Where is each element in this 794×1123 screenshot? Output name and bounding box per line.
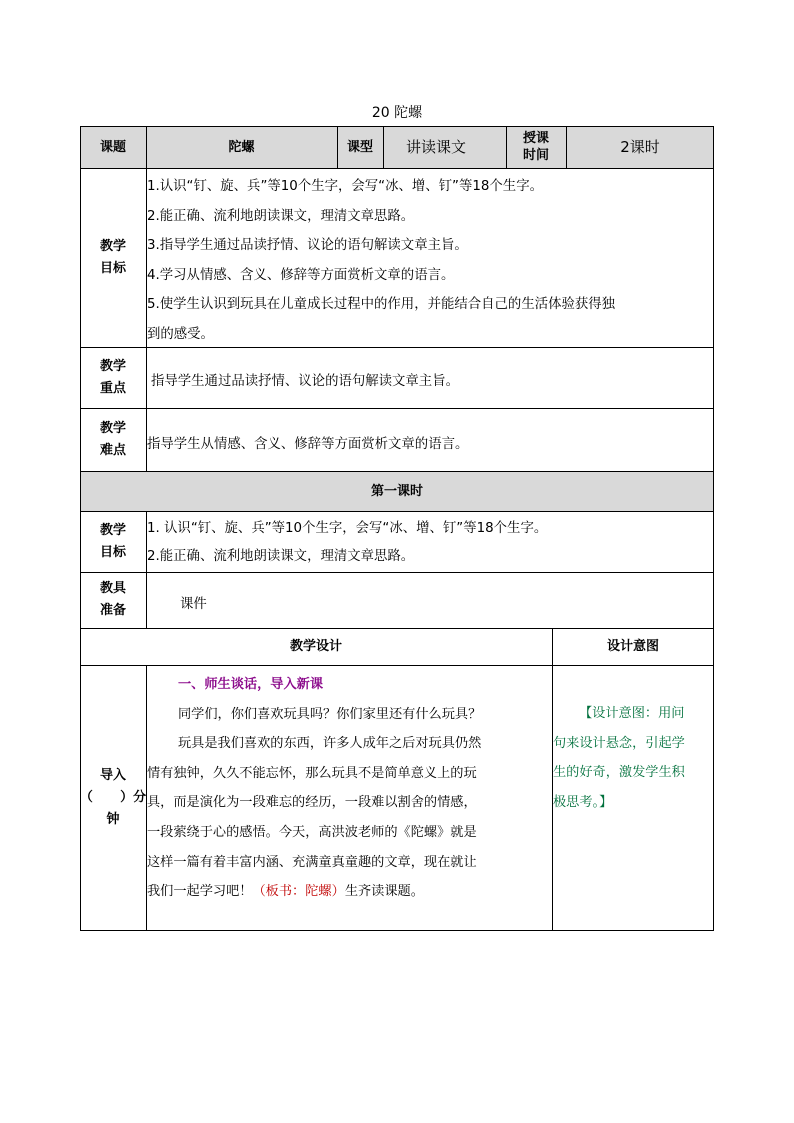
intro-heading-text: 一、师生谈话，导入新课 (178, 677, 324, 692)
rule (80, 168, 714, 169)
intro-intent (553, 699, 713, 817)
intro-line: 具，而是演化为一段难忘的经历，一段难以割舍的情感， (147, 795, 477, 811)
page-title: 20 陀螺 (371, 105, 423, 121)
key-point-text: 指导学生通过品读抒情、议论的语句解读文章主旨。 (151, 374, 459, 389)
tools-label-line: 准备 (99, 603, 126, 618)
rule (80, 408, 714, 409)
difficulty-label (80, 408, 146, 471)
type-value: 讲读课文 (405, 137, 466, 156)
goal-item: 5.使学生认识到玩具在儿童成长过程中的作用，并能结合自己的生活体验获得独 (147, 297, 616, 312)
period-goals-label-line: 目标 (99, 544, 126, 560)
period-goals-list (147, 515, 713, 571)
difficulty-label-line: 教学 (99, 420, 126, 436)
goal-item: 2.能正确、流利地朗读课文，理清文章思路。 (147, 208, 415, 224)
goals-label-line: 目标 (99, 260, 126, 276)
period-goals-label-line: 教学 (99, 522, 126, 538)
intent-line: 【设计意图：用问 (579, 706, 685, 721)
intent-line: 句来设计悬念，引起学 (553, 735, 685, 751)
intro-line: 情有独钟，久久不能忘怀，那么玩具不是简单意义上的玩 (147, 765, 477, 781)
intro-line (147, 877, 552, 907)
goal-item: 4.学习从情感、含义、修辞等方面赏析文章的语言。 (147, 267, 455, 283)
goal-item: 到的感受。 (147, 326, 214, 342)
hours-label (506, 126, 566, 168)
intent-header: 设计意图 (606, 639, 659, 654)
intro-line: 同学们，你们喜欢玩具吗？你们家里还有什么玩具？ (178, 706, 482, 722)
intro-line-part: 生齐读课题。 (344, 884, 424, 900)
goal-item: 1.认识“钉、旋、兵”等10个生字，会写“冰、增、钉”等18个生字。 (147, 179, 543, 194)
tools-label (80, 572, 146, 628)
intro-line-part: 我们一起学习吧！ (147, 884, 253, 900)
tools-label-line: 教具 (99, 581, 126, 596)
rule (80, 930, 714, 931)
hours-label-line: 时间 (522, 148, 549, 163)
rule (80, 572, 714, 573)
rule (80, 511, 714, 512)
goals-label-line: 教学 (99, 238, 126, 254)
goal-item: 3.指导学生通过品读抒情、议论的语句解读文章主旨。 (147, 238, 468, 253)
intro-label-line: （ ）分 (79, 789, 147, 805)
period-goal-item: 2.能正确、流利地朗读课文，理清文章思路。 (147, 549, 415, 564)
intro-design (147, 670, 552, 907)
difficulty-text: 指导学生从情感、含义、修辞等方面赏析文章的语言。 (147, 437, 469, 452)
design-header: 教学设计 (289, 639, 342, 654)
intro-label (80, 665, 146, 930)
rule (713, 126, 714, 931)
lesson-label: 课题 (99, 139, 126, 155)
key-point-label (80, 347, 146, 408)
intent-line: 极思考。】 (553, 794, 613, 810)
key-point-label-line: 教学 (99, 358, 126, 374)
rule (80, 665, 714, 666)
period-goals-label (80, 511, 146, 572)
first-period-title: 第一课时 (370, 483, 423, 499)
goals-label (80, 168, 146, 347)
intro-label-line: 钟 (106, 811, 120, 827)
goals-list (147, 172, 713, 349)
intro-heading (147, 670, 552, 700)
type-label: 课型 (346, 139, 373, 155)
intro-line: 这样一篇有着丰富内涵、充满童真童趣的文章，现在就让 (147, 854, 477, 870)
hours-label-line: 授课 (522, 131, 549, 146)
intro-label-line: 导入 (99, 767, 126, 783)
hours-value: 2课时 (620, 137, 660, 156)
intent-line: 生的好奇，激发学生积 (553, 765, 685, 781)
intro-line: 一段萦绕于心的感悟。今天，高洪波老师的《陀螺》就是 (147, 824, 477, 840)
difficulty-label-line: 难点 (99, 442, 126, 458)
key-point-label-line: 重点 (99, 380, 126, 396)
tools-value: 课件 (180, 597, 207, 612)
board-note: （板书：陀螺） (252, 884, 345, 900)
intro-line: 玩具是我们喜欢的东西，许多人成年之后对玩具仍然 (178, 736, 482, 752)
lesson-value: 陀螺 (228, 139, 255, 155)
period-goal-item: 1. 认识“钉、旋、兵”等10个生字，会写“冰、增、钉”等18个生字。 (147, 521, 548, 536)
